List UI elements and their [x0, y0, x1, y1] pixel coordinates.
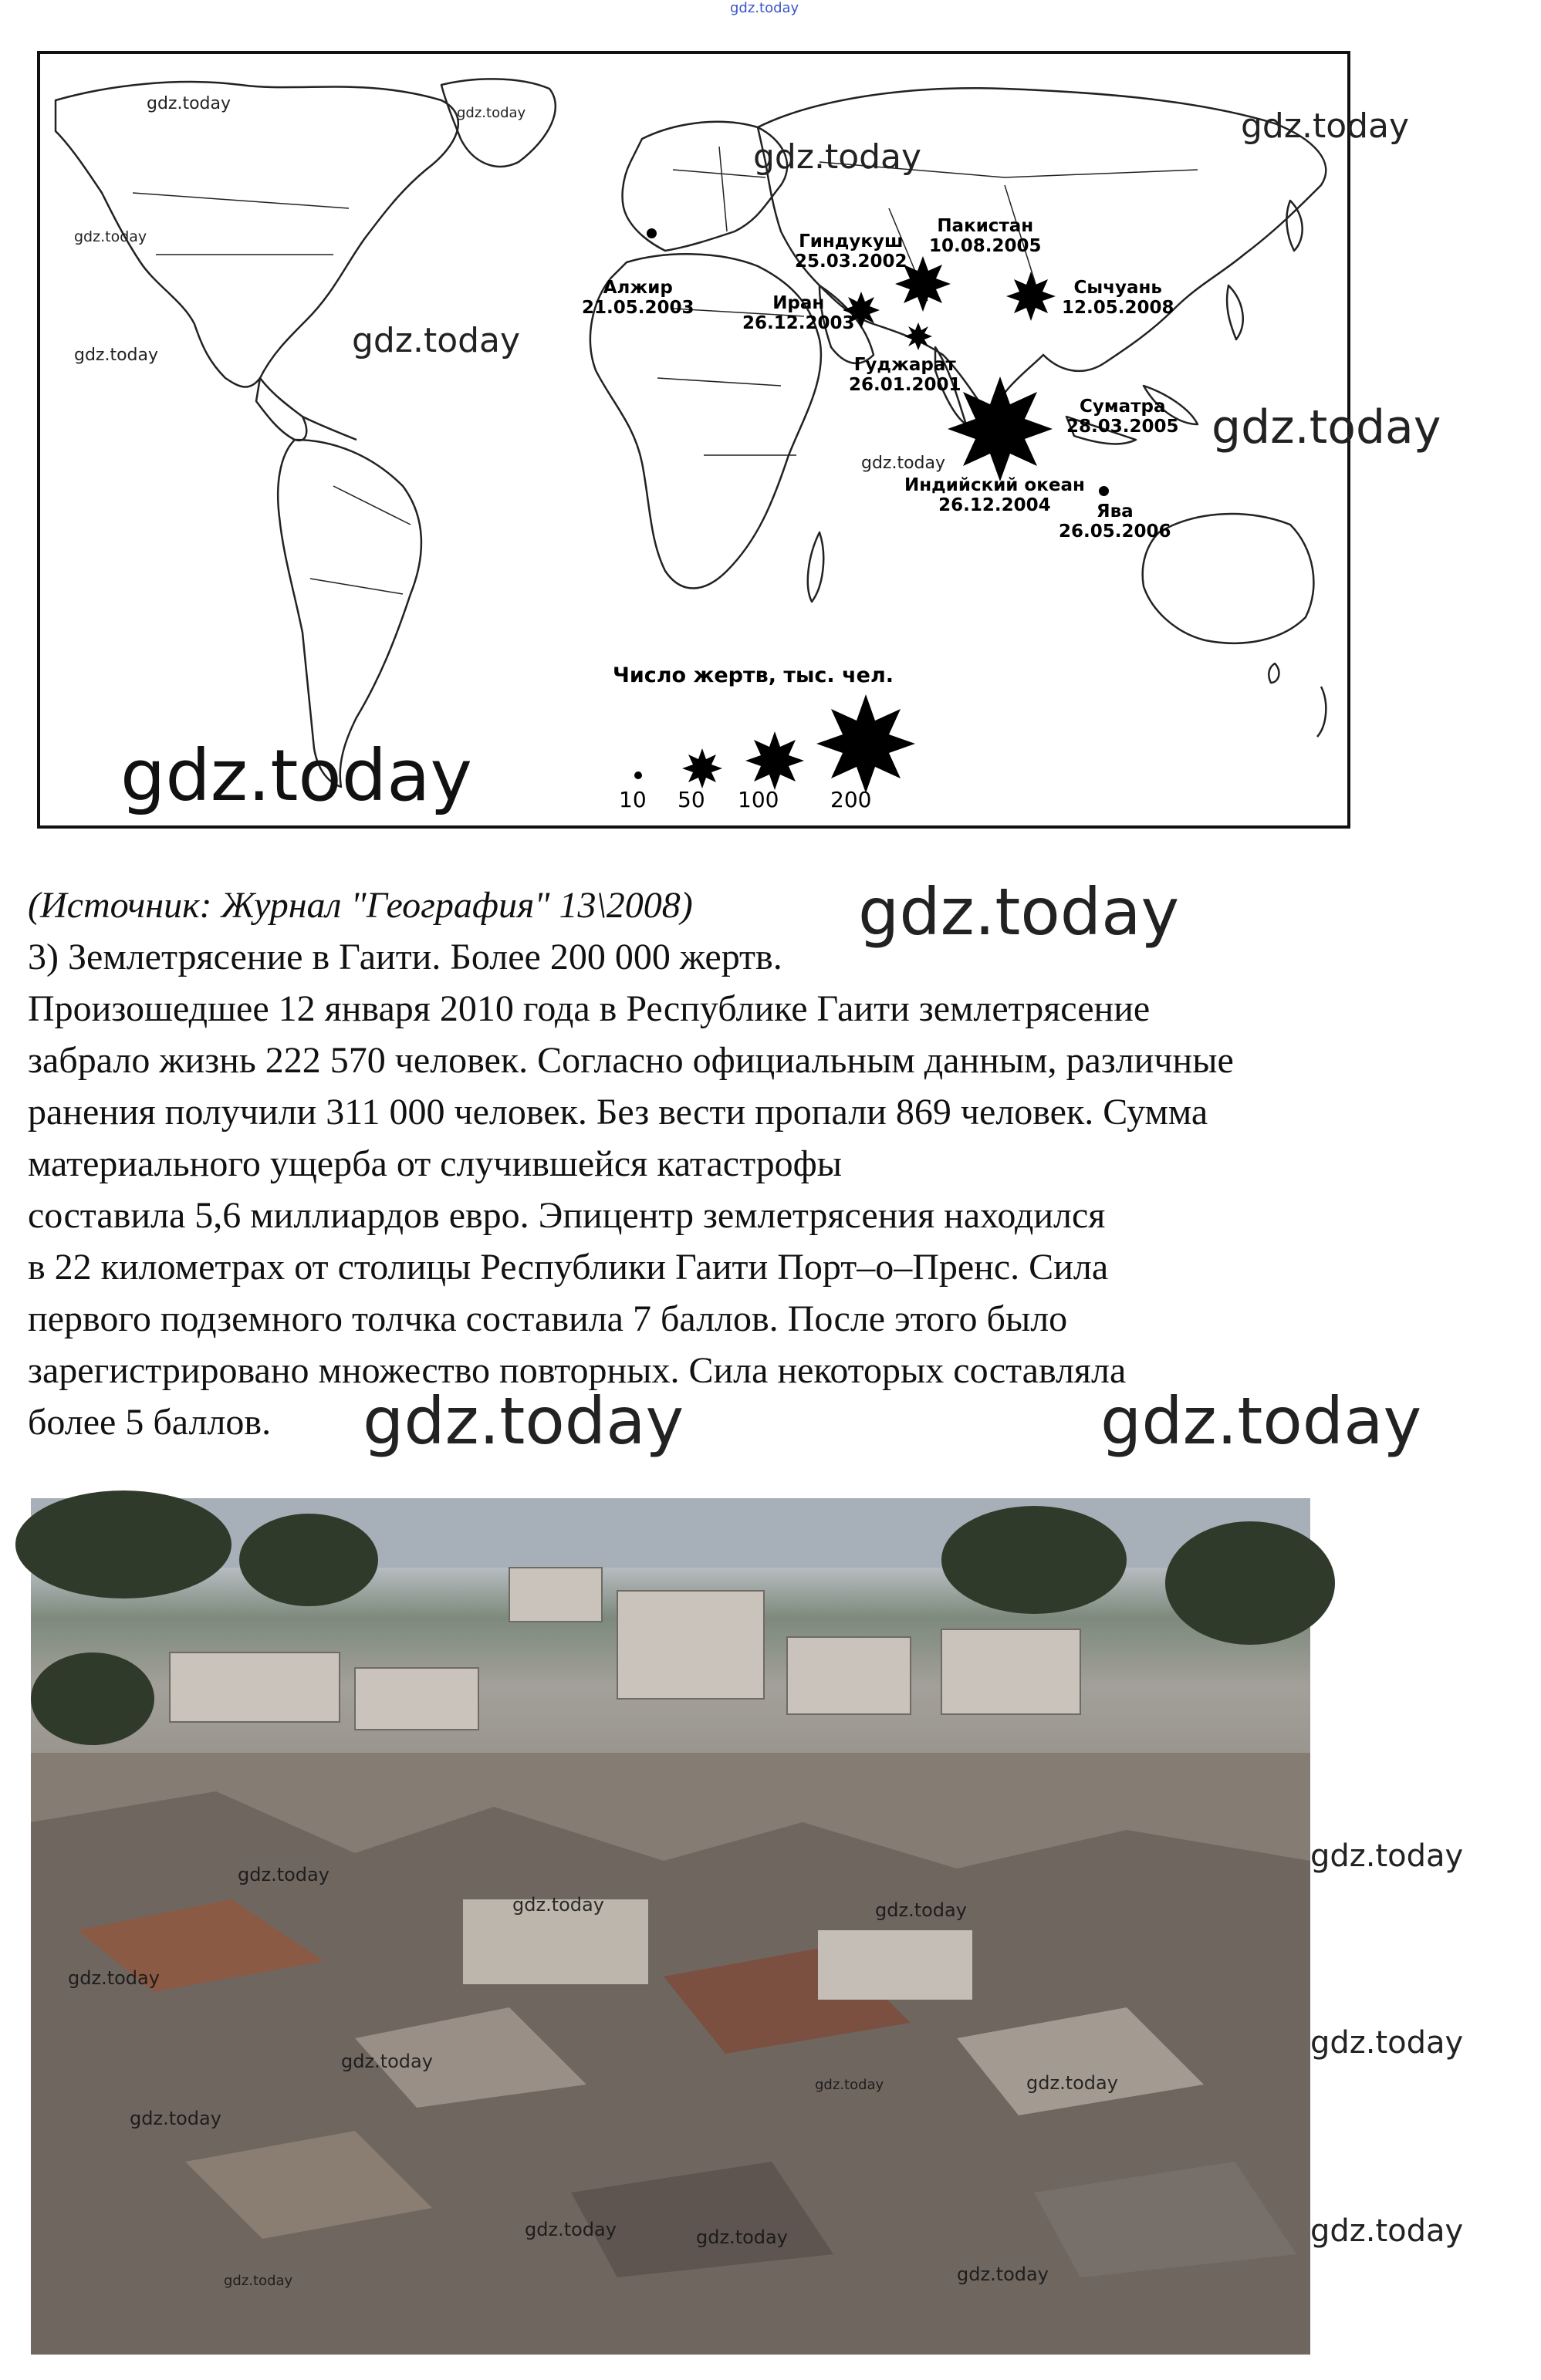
world-outline-map	[40, 54, 1347, 825]
article-text	[28, 874, 1533, 1448]
watermark: gdz.today	[861, 454, 946, 473]
quake-label: Индийский океан 26.12.2004	[904, 475, 1085, 515]
quake-label: Сычуань 12.05.2008	[1062, 278, 1174, 318]
watermark: gdz.today	[1310, 2025, 1464, 2061]
watermark: gdz.today	[74, 228, 147, 245]
watermark: gdz.today	[1310, 2213, 1464, 2249]
haiti-earthquake-photo	[31, 1498, 1310, 2355]
world-earthquake-map	[37, 51, 1441, 829]
legend-title: Число жертв, тыс. чел.	[613, 663, 894, 687]
watermark: gdz.today	[858, 874, 1180, 950]
watermark: gdz.today	[224, 2273, 293, 2289]
text-line: 3) Землетрясение в Гаити. Более 200 000 жертв.	[28, 937, 782, 977]
gujarat-star-icon	[904, 322, 932, 350]
quake-label: Алжир 21.05.2003	[582, 278, 694, 318]
watermark: gdz.today	[1310, 1838, 1464, 1874]
quake-label: Иран 26.12.2003	[742, 293, 855, 333]
quake-label: Ява 26.05.2006	[1059, 501, 1171, 542]
watermark: gdz.today	[1100, 1383, 1422, 1459]
watermark: gdz.today	[1241, 106, 1410, 146]
legend-100-star-icon	[745, 731, 804, 790]
watermark: gdz.today	[730, 0, 799, 16]
quake-label: Гиндукуш 25.03.2002	[795, 231, 907, 272]
watermark: gdz.today	[120, 734, 472, 817]
watermark: gdz.today	[696, 2226, 788, 2248]
watermark: gdz.today	[957, 2264, 1049, 2285]
photo-rubble-illustration	[31, 1498, 1310, 2355]
legend-value: 200	[830, 787, 872, 812]
sichuan-star-icon	[1006, 272, 1056, 321]
legend-50-star-icon	[682, 748, 722, 788]
text-line: забрало жизнь 222 570 человек. Согласно официальным данным, различные	[28, 1040, 1234, 1081]
watermark: gdz.today	[238, 1864, 329, 1885]
watermark: gdz.today	[457, 105, 526, 121]
watermark: gdz.today	[753, 137, 922, 177]
text-line: материального ущерба от случившейся катастрофы	[28, 1143, 842, 1184]
text-line: в 22 километрах от столицы Республики Гаити Порт–о–Пренс. Сила	[28, 1247, 1109, 1288]
watermark: gdz.today	[68, 1967, 160, 1989]
watermark: gdz.today	[512, 1894, 604, 1916]
watermark: gdz.today	[815, 2077, 884, 2093]
watermark: gdz.today	[363, 1383, 684, 1459]
watermark: gdz.today	[1026, 2072, 1118, 2094]
text-line: ранения получили 311 000 человек. Без вести пропали 869 человек. Сумма	[28, 1092, 1208, 1133]
algeria-dot-icon	[647, 228, 657, 238]
indian-ocean-star-icon	[948, 376, 1053, 481]
legend-10-dot-icon	[634, 771, 642, 779]
text-line: Произошедшее 12 января 2010 года в Республике Гаити землетрясение	[28, 988, 1151, 1029]
watermark: gdz.today	[1212, 400, 1441, 454]
text-line: составила 5,6 миллиардов евро. Эпицентр землетрясения находился	[28, 1195, 1106, 1236]
watermark: gdz.today	[341, 2051, 433, 2072]
watermark: gdz.today	[352, 321, 521, 360]
legend-200-star-icon	[816, 694, 915, 793]
watermark: gdz.today	[130, 2108, 221, 2129]
quake-label: Суматра 28.03.2005	[1066, 397, 1179, 437]
watermark: gdz.today	[875, 1899, 967, 1921]
text-line: зарегистрировано множество повторных. Сила некоторых составляла	[28, 1350, 1127, 1391]
text-line: первого подземного толчка составила 7 баллов. После этого было	[28, 1298, 1068, 1339]
legend-value: 10	[619, 787, 647, 812]
watermark: gdz.today	[74, 346, 159, 365]
legend-value: 100	[738, 787, 779, 812]
watermark: gdz.today	[525, 2219, 617, 2240]
source-citation: (Источник: Журнал "География" 13\2008)	[28, 885, 693, 926]
java-dot-icon	[1099, 486, 1109, 496]
legend-value: 50	[678, 787, 705, 812]
quake-label: Гуджарат 26.01.2001	[849, 355, 961, 395]
quake-label: Пакистан 10.08.2005	[929, 216, 1042, 256]
watermark: gdz.today	[147, 94, 231, 113]
text-line: более 5 баллов.	[28, 1402, 272, 1443]
